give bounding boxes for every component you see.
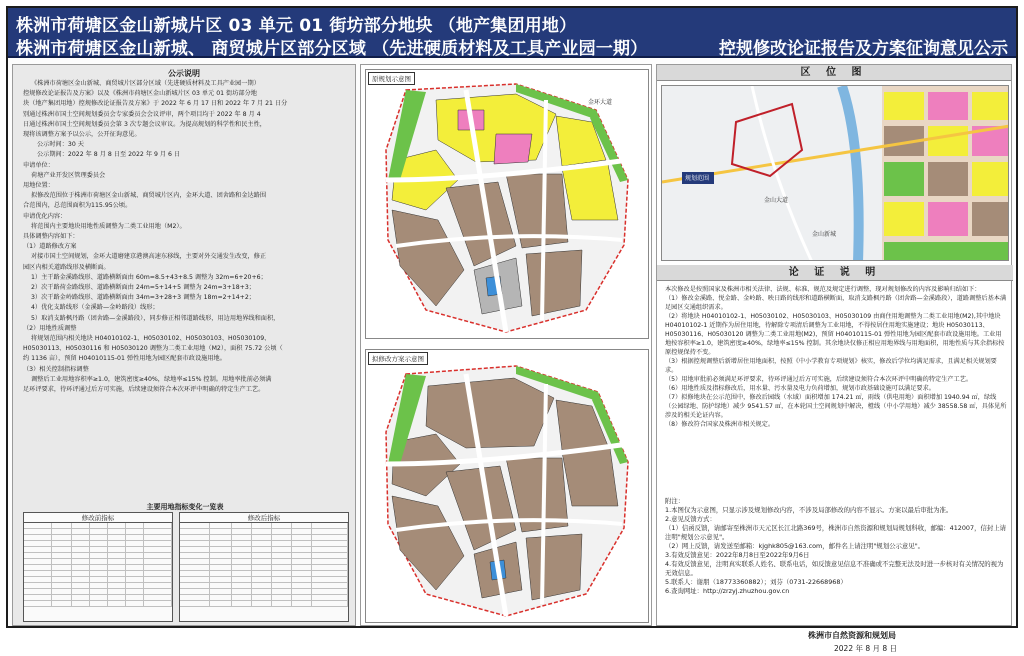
appendix-line: 1.本图仅为示意图，只显示涉及规划修改内容，不涉及局部修改的内容不显示。方案以最后审批为准。 (665, 506, 953, 514)
location-drawing (662, 86, 1009, 261)
proposed-plan-label: 拟修改方案示意图 (368, 352, 428, 365)
original-plan-drawing (366, 70, 649, 339)
notice-line: 将规划范围内相关地块 H04010102-1、H05030102、H05030103、H05030109、 (31, 335, 271, 343)
table-after (179, 512, 349, 622)
appendix-line: 6.查询网址：http://zrzyj.zhuzhou.gov.cn (665, 587, 790, 595)
map-area-label: 金山新城 (812, 231, 837, 238)
table-row (180, 601, 348, 607)
road-label: 金环大道 (588, 99, 613, 106)
map-road-label: 金山大道 (764, 197, 789, 204)
explanation-panel (656, 64, 1012, 626)
title-line-2: 株洲市荷塘区金山新城、 商贸城片区部分区域 （先进硬质材料及工具产业园一期） (16, 39, 648, 59)
notice-line: 荷塘产业开发区管理委员会 (31, 171, 106, 179)
appendix-body (665, 497, 1007, 596)
title-bar (8, 8, 1016, 58)
issue-date: 2022 年 8 月 8 日 (834, 644, 898, 653)
appendix-line: 3.有效反馈意见：2022年8月8日至2022年9月6日 (665, 551, 810, 559)
notice-line: 《株洲市荷塘区金山新城、商贸城片区部分区域（先进硬质材料及工具产业园一期） (31, 80, 260, 87)
notice-line: 申请优化内容： (23, 212, 67, 220)
notice-line: 现将该调整方案予以公示，公开征询意见。 (23, 131, 141, 139)
plan-maps-panel (360, 64, 652, 626)
appendix-line: （1）信函反馈，请邮寄至株洲市天元区长江北路369号，株洲市自然资源和规划局规划科收，邮编：412007，信封上请注明"规划公示意见"。 (665, 524, 1007, 541)
notice-line: 园区内相关道路线形及横断面。 (23, 263, 110, 271)
notice-body (23, 79, 349, 395)
table-after-label: 修改后指标 (180, 513, 348, 523)
notice-line: 块（地产集团用地）控规修改论证报告及方案》于 2022 年 6 月 17 日和 2022 年 7 月 21 日分 (23, 100, 288, 108)
title-line-1: 株洲市荷塘区金山新城片区 03 单元 01 街坊部分地块 （地产集团用地） (16, 16, 577, 36)
explanation-line: （8）修改符合国家及株洲市相关规定。 (665, 421, 775, 428)
appendix-line: 2.意见反馈方式： (665, 515, 716, 523)
notice-line: 日通过株洲市国土空间规划委员会第 3 次专题会议审议。为提高规划的科学性和民主性， (23, 120, 266, 128)
explanation-header (657, 265, 1013, 281)
explanation-heading: 论 证 说 明 (657, 265, 1013, 281)
notice-line: 合范围内，总范围面积为115.95公顷。 (23, 202, 132, 210)
table-before-label: 修改前指标 (24, 513, 172, 523)
notice-line: 约 1136 亩），预留 H04010115-01 弹性用地为园区配套市政设施用地。 (23, 355, 226, 363)
notice-line: 足环评要求，待环评通过后方可实施，后续建设须符合本次环评中明确的特定生产工艺。 (23, 386, 265, 394)
title-right: 控规修改论证报告及方案征询意见公示 (719, 39, 1008, 59)
original-plan-label: 原规划示意图 (368, 72, 415, 85)
notice-line: 公示时间：30 天 (37, 141, 84, 149)
notice-line: H05030113、H05030116 和 H05030120 调整为二类工业用地（M2），面积 75.72 公顷（ (23, 345, 283, 353)
notice-line: 5）取消支路枫丹路（团舍路—金溪路段），同步修正相邻道路线形，用边用地界线和面积， (31, 314, 280, 322)
indicator-table-title: 主要用地指标变化一览表 (146, 503, 224, 511)
notice-line: 拟修改范围位于株洲市荷塘区金山新城、商贸城片区内，金环大道、团舍路和金达路围 (31, 192, 267, 200)
notice-line: 3）次干路金岭路线形、道路横断面由 34m=3+28+3 调整为 18m=2+14+2； (31, 294, 255, 302)
table-row (24, 601, 172, 607)
explanation-line: （5）用地审批前必须满足环评要求，待环评通过后方可实施，后续建设须符合本次环评中明确的特定生产工艺。 (665, 376, 973, 383)
explanation-line: （2）将地块 H04010102-1、H05030102、H05030103、H05030109 由商住用地调整为二类工业用地(M2),其中地块 H04010102-1 近期作为居住用地，待解除专项清后调整为工业用地，不得按居住用地实施建设；地块 H05030113、H05030116、H05030120 调整为二类工业用地(M2)，预留 H04010115-01 弹性用地为园区配套市政设施用地。工业用地按容积率≥1.0，建筑密度≥40%，绿地率≤15% 控制。其余地块仅修正相应用地界线与用地面积，用地性质与其余指标按原控规保持不变。 (665, 313, 1005, 356)
notice-line: 调整后工业用地容积率≥1.0，建筑密度≥40%，绿地率≤15% 控制。用地率批前必须满 (31, 375, 272, 383)
notice-line: 别通过株洲市国土空间规划委员会专家委员会会议评审，两个项目均于 2022 年 8 月 4 (23, 110, 261, 118)
explanation-line: （6）用地性质及指标修改后，用水量、污水量及电力负荷增加，规划市政基础设施可以满足要求。 (665, 385, 935, 392)
original-plan-map (365, 69, 649, 339)
notice-heading: 公示说明 (168, 69, 200, 78)
notice-line: 用地位置： (23, 182, 54, 190)
appendix-line: （2）网上反馈，请发送至邮箱：kjghk805@163.com，邮件名上请注明"规划公示意见"。 (665, 542, 925, 550)
proposed-plan-map (365, 349, 649, 623)
appendix-line: 4.有效反馈意见，注明真实联系人姓名、联系电话，如反馈意见信息不准确或不完整无法及时进一步核对有关情况的视为无效信息。 (665, 560, 1004, 577)
appendix-line: 附注： (665, 497, 685, 505)
notice-line: 将范围内主要地块用地性质调整为二类工业用地（M2）。 (31, 222, 186, 230)
project-boundary-label: 规划范围 (685, 175, 710, 182)
notice-line: 申请单位： (23, 161, 54, 169)
notice-line: （3）相关控制指标调整 (23, 365, 89, 373)
notice-line: 控规修改论证报告及方案》以及《株洲市荷塘区金山新城片区 03 单元 01 街坊部分地 (23, 90, 257, 98)
notice-line: 1）主干路金溪路线形、道路横断面由 60m=8.5+43+8.5 调整为 32m=6+20+6； (31, 273, 267, 281)
explanation-line: （7）拟修地块在公示范围中，修改后园线（水域）面积增加 174.21 ㎡，雨线（供电用地）面积增加 1940.94 ㎡，绿线（公园绿地、防护绿地）减少 9541.57 ㎡，在本轮国土空间规划中解决，橙线（中小学用地）减少 38558.58 ㎡，具体见所涉及的相关论证内容。 (665, 394, 1007, 419)
notice-panel (12, 64, 356, 626)
explanation-line: （1）修改金溪路、悦金路、金岭路、映日路的线形和道路横断面，取消支路枫丹路（团舍路—金溪路段），道路调整后基本满足园区交通组织需求。 (665, 295, 1007, 311)
notice-line: 公示期间：2022 年 8 月 8 日至 2022 年 9 月 6 日 (37, 151, 181, 159)
explanation-line: 本次修改是按照国家及株洲市相关法律、法规、标准、规范及规定进行调整，现对规划修改的内容及影响归结如下： (665, 286, 981, 293)
notice-line: （1）道路修改方案 (23, 243, 77, 251)
notice-line: 2）次干路荷金路线形、道路横断面由 24m=5+14+5 调整为 24m=3+18+3； (31, 284, 255, 292)
table-before (23, 512, 173, 622)
explanation-body (665, 285, 1007, 429)
notice-line: （2）用地性质调整 (23, 324, 77, 332)
poster-frame (6, 6, 1018, 628)
location-heading: 区 位 图 (657, 65, 1011, 81)
location-map (661, 85, 1009, 261)
explanation-line: （3）根据控规调整后新增居住用地面积，按照《中小学教育专项规划》核实，修改后学位均满足需求，且满足相关规划要求。 (665, 358, 997, 374)
proposed-plan-drawing (366, 350, 649, 623)
issuing-organization: 株洲市自然资源和规划局 (808, 631, 896, 640)
notice-line: 对接市国土空间规划，金环大道磨建京港澳高速东移线，主要对外交通发生改变，修正 (31, 253, 267, 261)
appendix-line: 5.联系人：谢朋（18773360882）；刘芬（0731-22668968） (665, 578, 847, 586)
notice-line: 具体调整内容如下： (23, 233, 79, 241)
notice-line: 4）优化支路线形（金溪路—金岭路段）线形； (31, 304, 159, 312)
